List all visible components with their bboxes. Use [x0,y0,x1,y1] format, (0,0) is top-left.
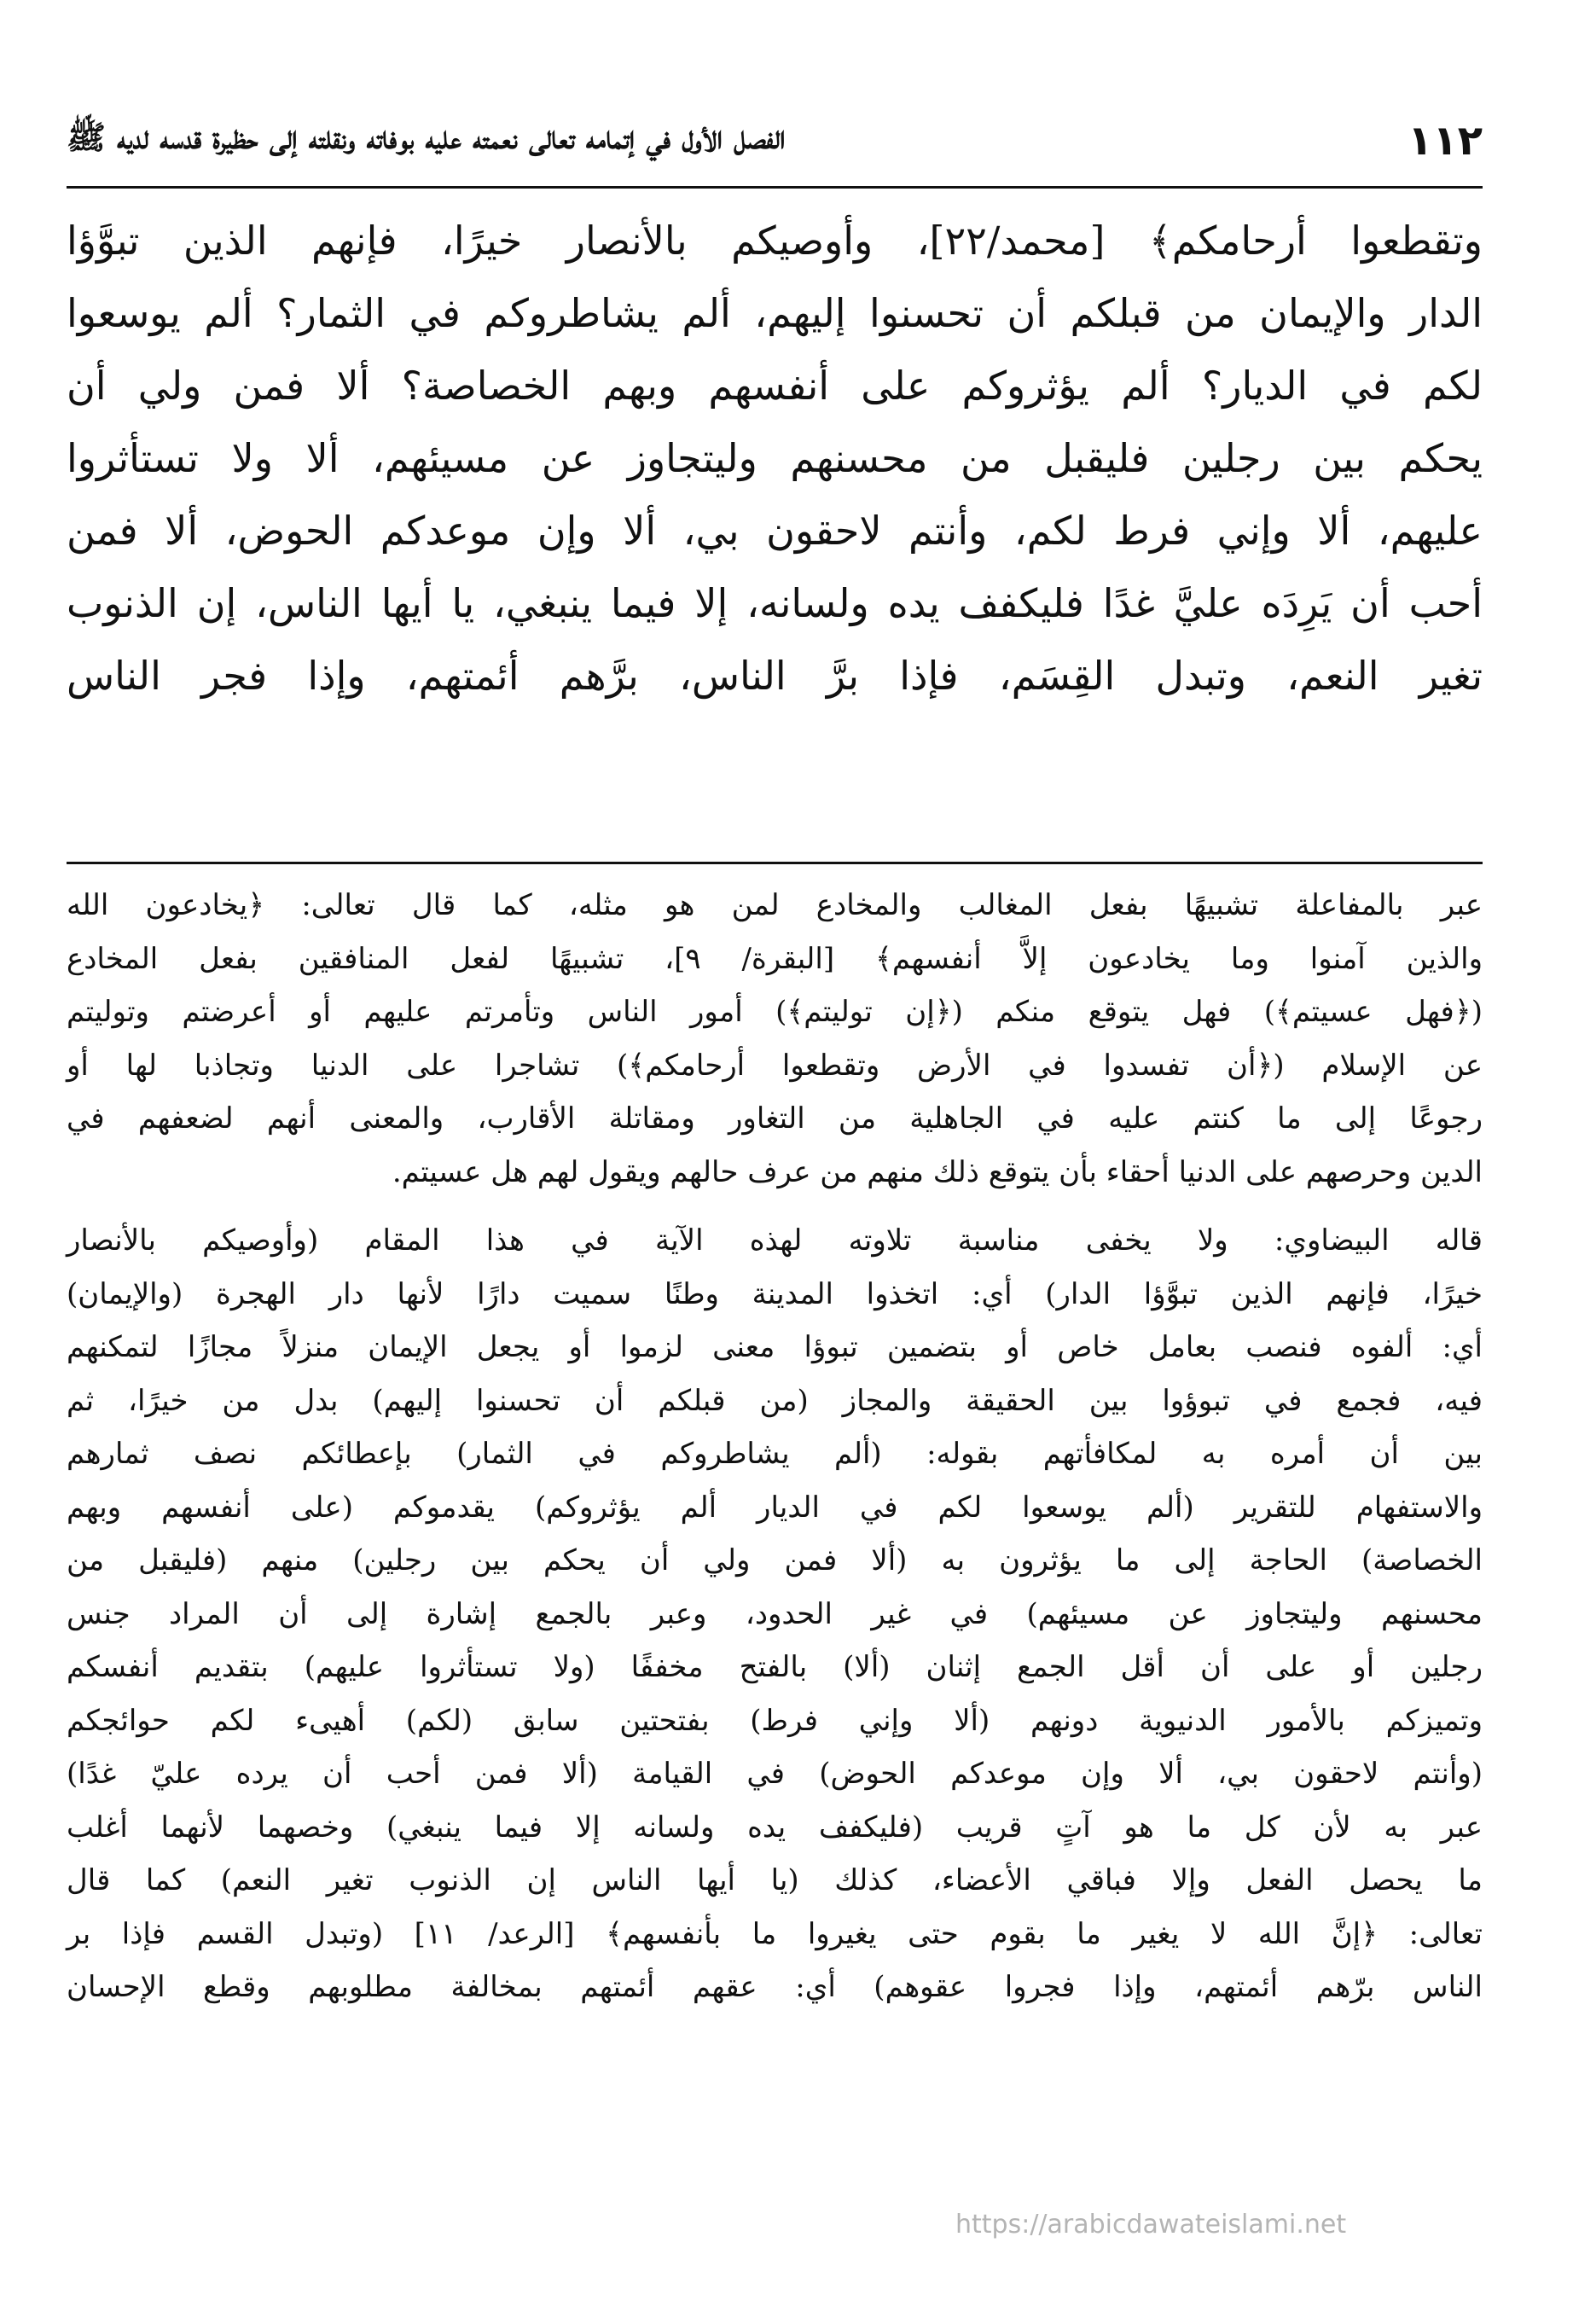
footnote-separator [67,862,1483,864]
commentary-line: عبر به لأن كل ما هو آتٍ قريب (فليكفف يده ولسانه إلا فيما ينبغي) وخصهما لأنهما أغلب [67,1810,1483,1845]
commentary-line: والاستفهام للتقرير (ألم يوسعوا لكم في الديار ألم يؤثروكم) يقدموكم (على أنفسهم وبهم [67,1490,1483,1525]
main-text-line: لكم في الديار؟ ألم يؤثروكم على أنفسهم وبهم الخصاصة؟ ألا فمن ولي أن [67,363,1483,409]
commentary-line: رجلين أو على أن أقل الجمع إثنان (ألا) بالفتح مخففًا (ولا تستأثروا عليهم) بتقديم أنفسكم [67,1650,1483,1684]
commentary-line: وتميزكم بالأمور الدنيوية دونهم (ألا وإني فرط) بفتحتين سابق (لكم) أهيىء لكم حوائجكم [67,1703,1483,1738]
main-text-line: تغير النعم، وتبدل القِسَم، فإذا برَّ الناس، برَّهم أئمتهم، وإذا فجر الناس [67,653,1483,699]
main-text-line: عليهم، ألا وإني فرط لكم، وأنتم لاحقون بي، ألا وإن موعدكم الحوض، ألا فمن [67,508,1483,554]
commentary-line: ما يحصل الفعل وإلا فباقي الأعضاء، كذلك (يا أيها الناس إن الذنوب تغير النعم) كما قال [67,1863,1483,1897]
commentary-line: فيه، فجمع في تبوؤوا بين الحقيقة والمجاز (من قبلكم أن تحسنوا إليهم) بدل من خيرًا، ثم [67,1383,1483,1418]
commentary-paragraph-1 [67,879,1483,1199]
commentary-line: أي: ألفوه فنصب بعامل خاص أو بتضمين تبوؤا معنى لزموا أو يجعل الإيمان منزلاً مجازًا لتمكنهم [67,1330,1483,1364]
commentary-line: قاله البيضاوي: ولا يخفى مناسبة تلاوته لهذه الآية في هذا المقام (وأوصيكم بالأنصار [67,1223,1483,1258]
commentary-line: خيرًا، فإنهم الذين تبوَّؤا الدار) أي: اتخذوا المدينة وطنًا سميت دارًا لأنها دار الهجرة (والإيمان) [67,1276,1483,1311]
commentary-line: بين أن أمره به لمكافأتهم بقوله: (ألم يشاطروكم في الثمار) بإعطائكم نصف ثمارهم [67,1437,1483,1471]
commentary-line: الدين وحرصهم على الدنيا أحقاء بأن يتوقع ذلك منهم من عرف حالهم ويقول لهم هل عسيتم. [392,1154,1483,1189]
commentary-line: محسنهم وليتجاوز عن مسيئهم) في غير الحدود، وعبر بالجمع إشارة إلى أن المراد جنس [67,1596,1483,1631]
page-number: ١١٢ [1408,117,1483,165]
main-text [67,205,1483,712]
main-text-line: الدار والإيمان من قبلكم أن تحسنوا إليهم، ألم يشاطروكم في الثمار؟ ألم يوسعوا [67,290,1483,336]
commentary-line: الناس برّهم أئمتهم، وإذا فجروا عقوهم) أي: عقهم أئمتهم بمخالفة مطلوبهم وقطع الإحسان [67,1970,1483,2004]
commentary-line: عبر بالمفاعلة تشبيهًا بفعل المغالب والمخادع لمن هو مثله، كما قال تعالى: ﴿يخادعون الله [67,888,1483,922]
book-page [67,85,1483,2269]
commentary-line: رجوعًا إلى ما كنتم عليه في الجاهلية من التغاور ومقاتلة الأقارب، والمعنى أنهم لضعفهم في [67,1101,1483,1136]
main-text-line: يحكم بين رجلين فليقبل من محسنهم وليتجاوز عن مسيئهم، ألا ولا تستأثروا [67,435,1483,481]
running-title: الفصل الأول في إتمامه تعالى نعمته عليه بوفاته ونقلته إلى حظيرة قدسه لديه ﷺ [67,117,786,156]
watermark-url: https://arabicdawateislami.net [955,2210,1347,2240]
main-text-line: وتقطعوا أرحامكم﴾ [محمد/٢٢]، وأوصيكم بالأنصار خيرًا، فإنهم الذين تبوَّؤا [67,218,1483,264]
page-header [67,102,1483,179]
commentary-line: تعالى: ﴿إنَّ الله لا يغير ما بقوم حتى يغيروا ما بأنفسهم﴾ [الرعد/ ١١] (وتبدل القسم فإذا بر [67,1916,1483,1951]
commentary-line: (﴿فهل عسيتم﴾) فهل يتوقع منكم (﴿إن توليتم﴾) أمور الناس وتأمرتم عليهم أو أعرضتم وتوليتم [67,995,1483,1029]
commentary-line: عن الإسلام (﴿أن تفسدوا في الأرض وتقطعوا أرحامكم﴾) تشاجرا على الدنيا وتجاذبا لها أو [67,1048,1483,1083]
paragraph-gap [67,1199,1483,1214]
commentary-line: الخصاصة) الحاجة إلى ما يؤثرون به (ألا فمن ولي أن يحكم بين رجلين) منهم (فليقبل من [67,1543,1483,1577]
commentary-line: والذين آمنوا وما يخادعون إلاَّ أنفسهم﴾ [البقرة/ ٩]، تشبيهًا لفعل المنافقين بفعل المخادع [67,941,1483,976]
main-text-line: أحب أن يَرِدَه عليَّ غدًا فليكفف يده ولسانه، إلا فيما ينبغي، يا أيها الناس، إن الذنوب [67,580,1483,626]
commentary-line: (وأنتم لاحقون بي، ألا وإن موعدكم الحوض) في القيامة (ألا فمن أحب أن يرده عليّ غدًا) [67,1757,1483,1791]
commentary [67,879,1483,2014]
commentary-paragraph-2 [67,1214,1483,2014]
header-rule [67,186,1483,189]
